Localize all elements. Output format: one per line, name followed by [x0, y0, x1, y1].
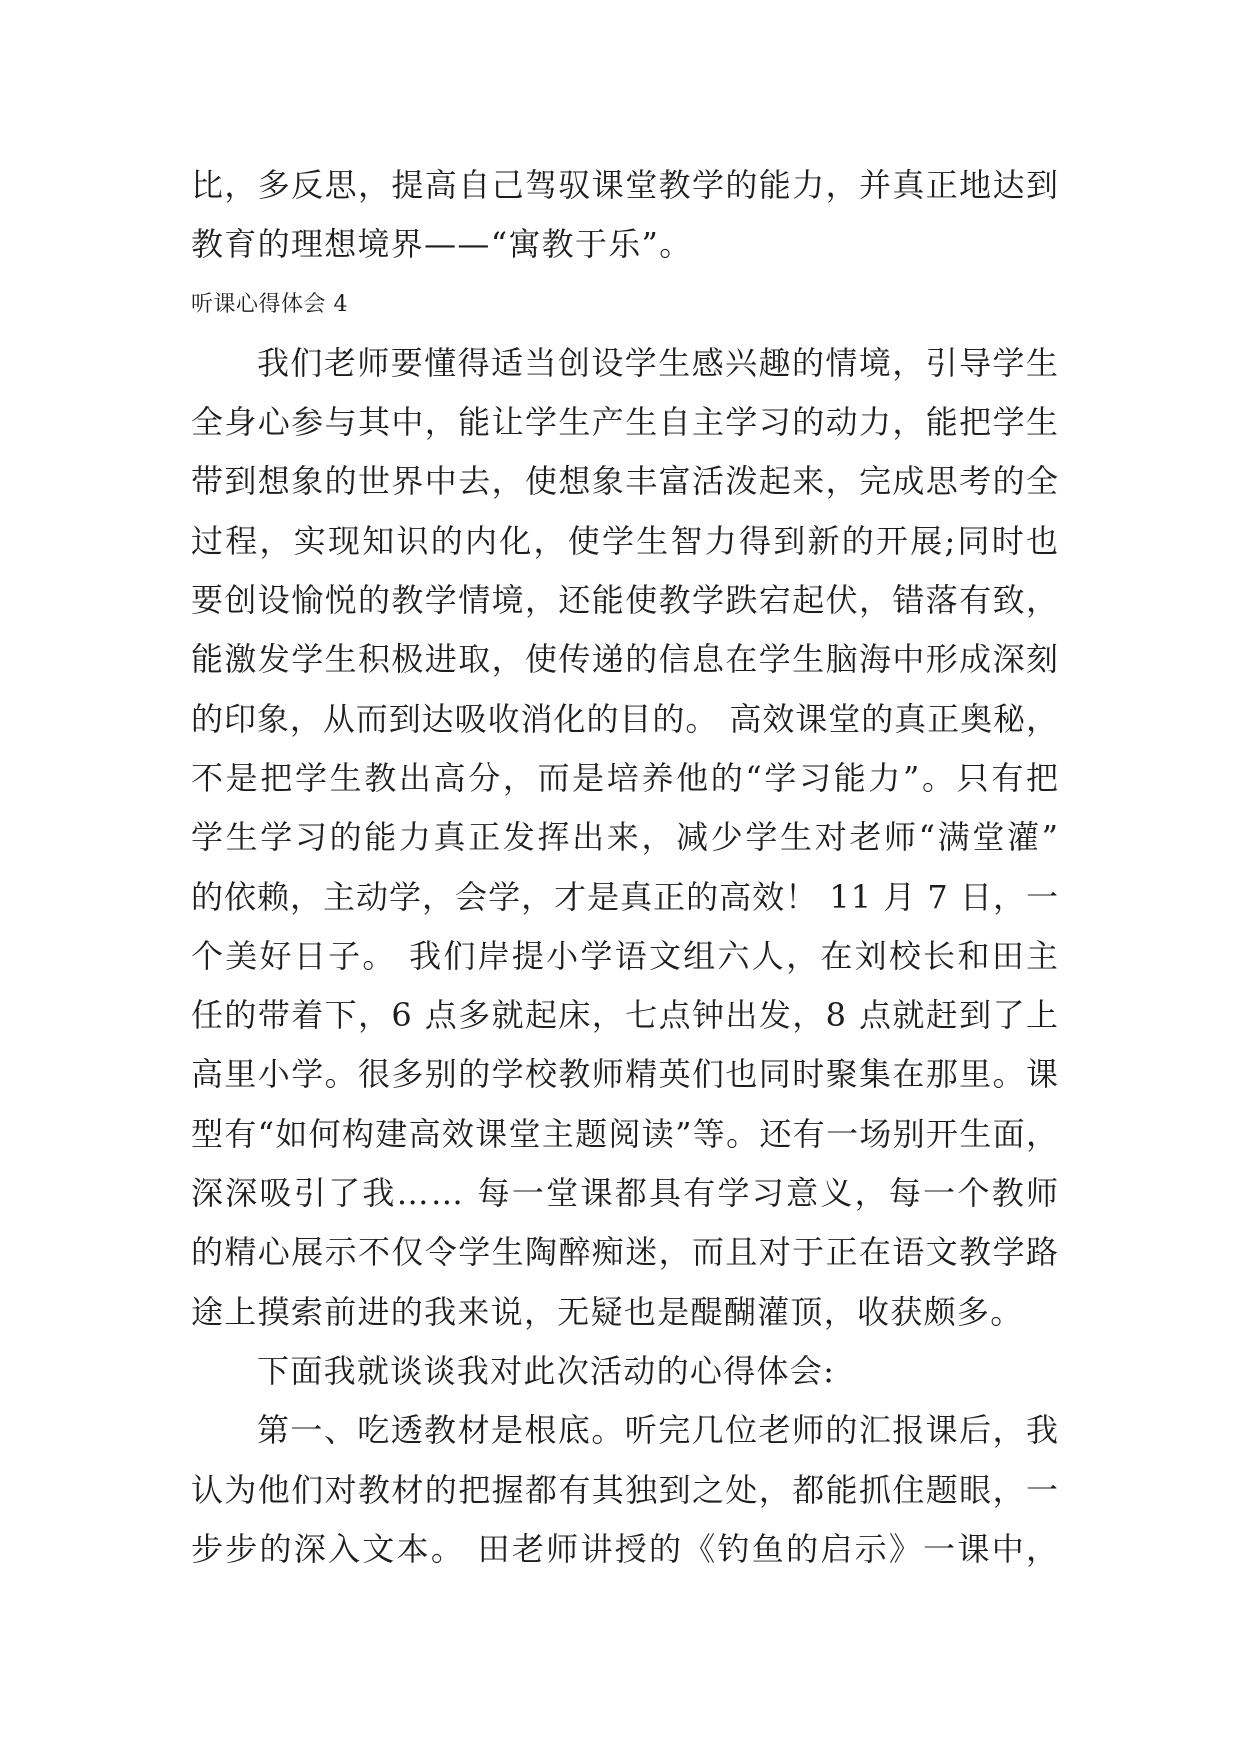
line-text: 不是把学生教出高分，而是培养他的“学习能力”。只有把 [191, 758, 1061, 797]
text-line [191, 1164, 1061, 1223]
text-line [191, 1342, 1058, 1401]
line-text: 学生学习的能力真正发挥出来，减少学生对老师“满堂灌” [191, 818, 1061, 857]
text-line [191, 690, 1058, 749]
opening-paragraph [191, 156, 1058, 275]
text-line [191, 1223, 1058, 1282]
line-text: 的依赖，主动学，会学，才是真正的高效！ 11 月 7 日，一 [191, 877, 1059, 916]
text-line [191, 156, 1058, 215]
line-text: 要创设愉悦的教学情境，还能使教学跌宕起伏，错落有致， [191, 581, 1060, 620]
line-text: 带到想象的世界中去，使想象丰富活泼起来，完成思考的全 [191, 462, 1060, 501]
body-paragraph [191, 1342, 1058, 1401]
line-text: 型有“如何构建高效课堂主题阅读”等。还有一场别开生面， [191, 1114, 1060, 1153]
line-text: 过程，实现知识的内化，使学生智力得到新的开展;同时也 [191, 521, 1061, 560]
line-text: 比，多反思，提高自己驾驭课堂教学的能力，并真正地达到 [191, 166, 1060, 204]
line-text: 第一、吃透教材是根底。听完几位老师的汇报课后，我 [257, 1411, 1060, 1450]
line-text: 步步的深入文本。 田老师讲授的《钓鱼的启示》一课中， [191, 1529, 1061, 1568]
line-text: 我们老师要懂得适当创设学生感兴趣的情境，引导学生 [257, 343, 1060, 382]
text-line [191, 215, 1058, 274]
body-paragraph [191, 334, 1061, 1342]
text-line [191, 1520, 1061, 1579]
text-line [191, 393, 1058, 452]
text-line [191, 571, 1058, 630]
line-text: 途上摸索前进的我来说，无疑也是醍醐灌顶，收获颇多。 [191, 1292, 1024, 1331]
line-text: 高里小学。很多别的学校教师精英们也同时聚集在那里。课 [191, 1055, 1060, 1094]
text-line [191, 749, 1061, 808]
text-line [191, 1401, 1058, 1460]
line-text: 深深吸引了我…… 每一堂课都具有学习意义，每一个教师 [191, 1174, 1061, 1213]
body-paragraph [191, 1401, 1061, 1579]
heading-text: 听课心得体会 4 [191, 291, 348, 317]
line-text: 全身心参与其中，能让学生产生自主学习的动力，能把学生 [191, 403, 1060, 442]
section-heading [191, 275, 1058, 334]
line-text: 能激发学生积极进取，使传递的信息在学生脑海中形成深刻 [191, 640, 1060, 679]
line-text: 个美好日子。 我们岸提小学语文组六人，在刘校长和田主 [191, 936, 1061, 975]
line-text: 任的带着下，6 点多就起床，七点钟出发，8 点就赶到了上 [191, 996, 1060, 1035]
text-line [191, 868, 1058, 927]
text-line [191, 630, 1058, 689]
text-line [191, 808, 1061, 867]
text-line [191, 334, 1058, 393]
line-text: 教育的理想境界——“寓教于乐”。 [191, 225, 693, 264]
text-line [191, 1045, 1058, 1104]
text-line [191, 986, 1058, 1045]
document-body [191, 156, 1061, 1579]
text-line [191, 1283, 1058, 1342]
text-line [191, 1461, 1058, 1520]
line-text: 的精心展示不仅令学生陶醉痴迷，而且对于正在语文教学路 [191, 1233, 1060, 1272]
text-line [191, 927, 1061, 986]
text-line [191, 512, 1061, 571]
line-text: 认为他们对教材的把握都有其独到之处，都能抓住题眼，一 [191, 1470, 1060, 1509]
line-text: 下面我就谈谈我对此次活动的心得体会: [257, 1351, 836, 1390]
line-text: 的印象，从而到达吸收消化的目的。 高效课堂的真正奥秘， [191, 699, 1059, 738]
text-line [191, 1105, 1058, 1164]
text-line [191, 452, 1058, 511]
